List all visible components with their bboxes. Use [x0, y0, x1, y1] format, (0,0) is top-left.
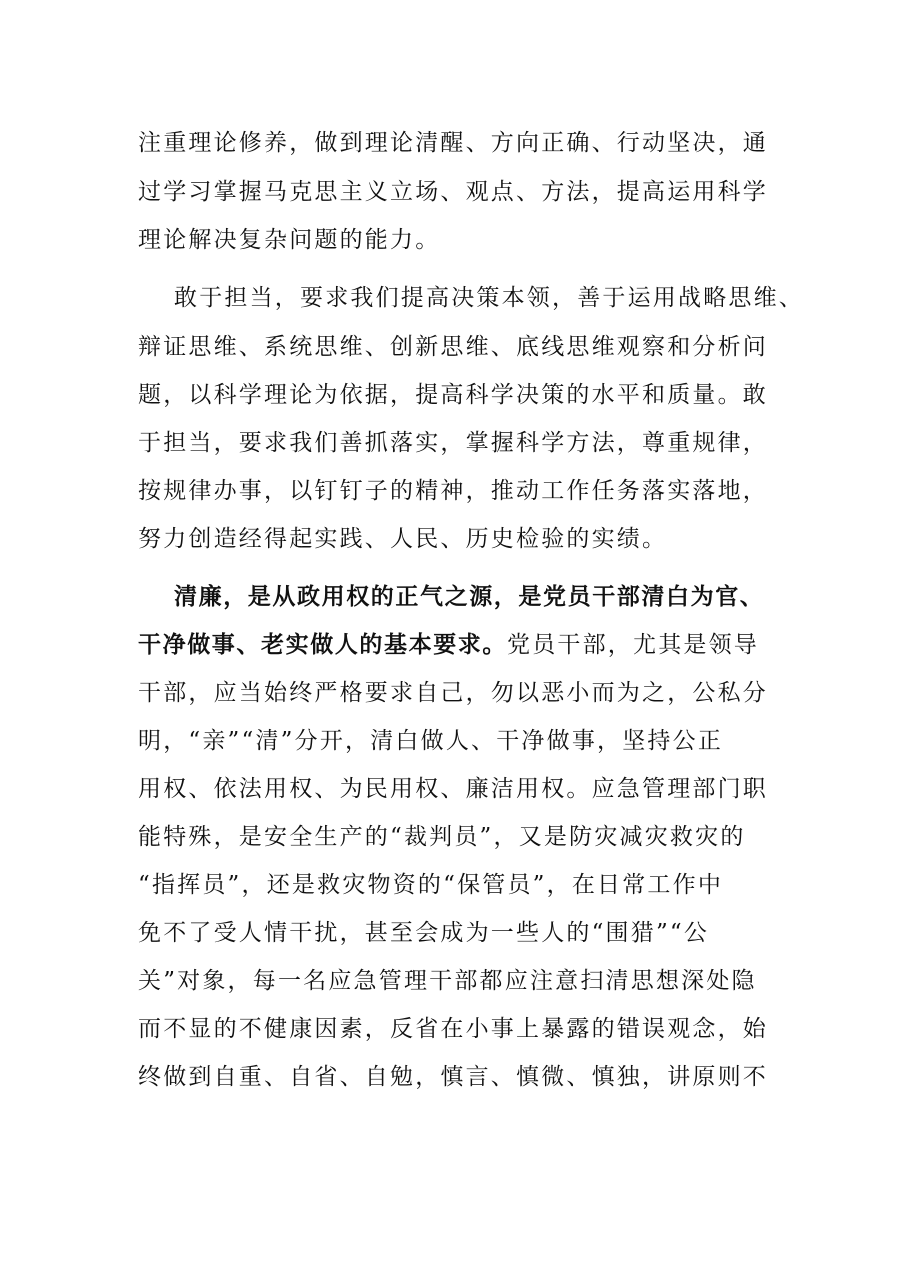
paragraph-2-line-5: 按规律办事，以钉钉子的精神，推动工作任务落实落地， — [138, 478, 768, 504]
paragraph-3-line-2-tail: 党员干部，尤其是领导 — [507, 632, 759, 658]
paragraph-1-line-2: 过学习掌握马克思主义立场、观点、方法，提高运用科学 — [138, 179, 768, 205]
paragraph-3-line-2 — [138, 630, 759, 660]
paragraph-1-line-3: 理论解决复杂问题的能力。 — [138, 227, 441, 253]
paragraph-2-line-4: 于担当，要求我们善抓落实，掌握科学方法，尊重规律， — [138, 430, 768, 456]
paragraph-3-bold-line-1: 清廉，是从政用权的正气之源，是党员干部清白为官、 — [174, 583, 765, 610]
paragraph-3-line-3: 干部，应当始终严格要求自己，勿以恶小而为之，公私分 — [138, 680, 768, 706]
paragraph-3-line-9: 关”对象，每一名应急管理干部都应注意扫清思想深处隐 — [138, 968, 757, 994]
paragraph-2-line-6: 努力创造经得起实践、人民、历史检验的实绩。 — [138, 526, 668, 552]
paragraph-3-line-6: 能特殊，是安全生产的“裁判员”，又是防灾减灾救灾的 — [138, 824, 746, 850]
paragraph-3-line-4: 明，“亲”“清”分开，清白做人、干净做事，坚持公正 — [138, 728, 724, 754]
paragraph-3-line-8: 免不了受人情干扰，甚至会成为一些人的“围猎”“公 — [138, 920, 710, 946]
paragraph-1-line-1: 注重理论修养，做到理论清醒、方向正确、行动坚决，通 — [138, 130, 768, 156]
paragraph-2-line-3: 题，以科学理论为依据，提高科学决策的水平和质量。敢 — [138, 382, 768, 408]
paragraph-2-line-1: 敢于担当，要求我们提高决策本领，善于运用战略思维、 — [174, 285, 804, 311]
paragraph-3-line-11: 终做到自重、自省、自勉，慎言、慎微、慎独，讲原则不 — [138, 1064, 768, 1090]
paragraph-3-line-10: 而不显的不健康因素，反省在小事上暴露的错误观念，始 — [138, 1016, 768, 1042]
paragraph-2-line-2: 辩证思维、系统思维、创新思维、底线思维观察和分析问 — [138, 334, 768, 360]
paragraph-3-bold-line-2: 干净做事、老实做人的基本要求。 — [138, 631, 507, 658]
paragraph-3-line-7: “指挥员”，还是救灾物资的“保管员”，在日常工作中 — [138, 872, 724, 898]
paragraph-3-line-5: 用权、依法用权、为民用权、廉洁用权。应急管理部门职 — [138, 776, 768, 802]
